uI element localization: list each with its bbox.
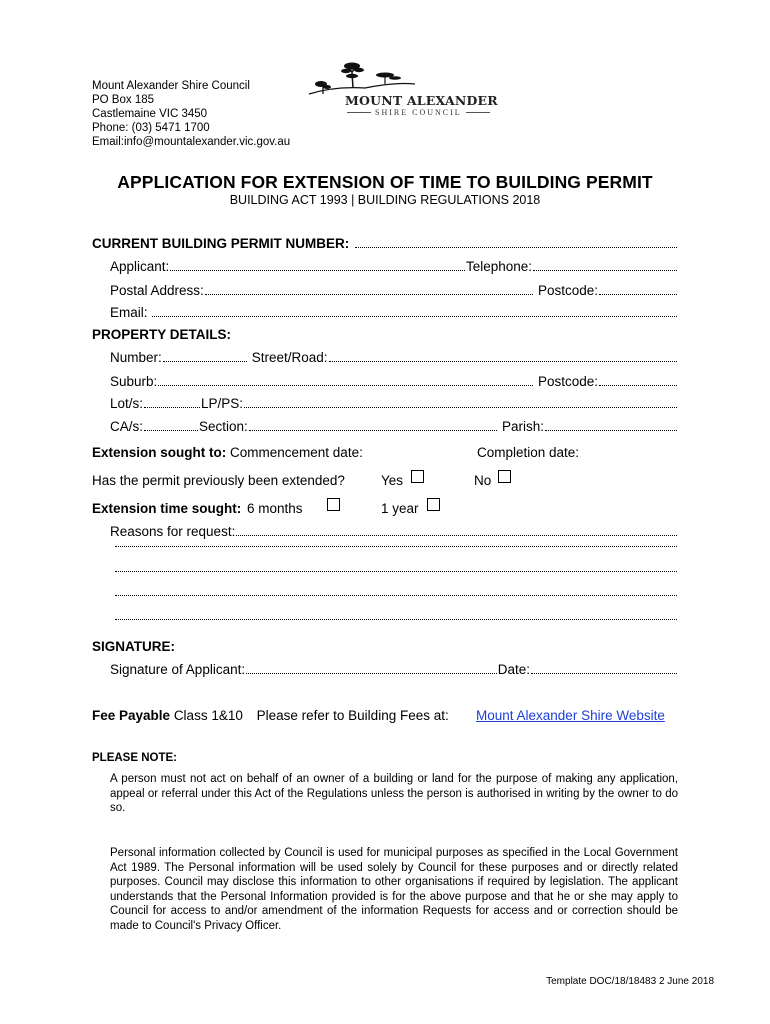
logo-subtitle: SHIRE COUNCIL: [343, 108, 494, 117]
email-label: Email:: [110, 305, 148, 320]
one-year-checkbox[interactable]: [427, 498, 440, 511]
date-label: Date:: [497, 662, 530, 677]
street-label: Street/Road:: [251, 350, 328, 365]
email-field[interactable]: [152, 316, 677, 317]
suburb-field[interactable]: [158, 385, 533, 386]
address-line: Mount Alexander Shire Council: [92, 80, 250, 92]
council-address: [92, 79, 290, 149]
reasons-row: [110, 524, 678, 539]
reasons-field[interactable]: [115, 546, 677, 547]
signature-row: [110, 662, 678, 677]
extension-sought-row: [92, 445, 363, 460]
completion-label: Completion date:: [477, 445, 580, 460]
no-label: No: [474, 473, 492, 488]
extension-time-label: Extension time sought:: [92, 501, 242, 516]
form-title: APPLICATION FOR EXTENSION OF TIME TO BUILDING PERMIT: [117, 172, 653, 192]
previously-extended-label: Has the permit previously been extended?: [92, 473, 345, 488]
commencement-label: Commencement date:: [230, 445, 363, 460]
note-heading: PLEASE NOTE:: [92, 752, 177, 764]
lp-field[interactable]: [244, 407, 677, 408]
street-field[interactable]: [329, 361, 677, 362]
template-reference: Template DOC/18/18483 2 June 2018: [546, 976, 714, 987]
yes-label: Yes: [381, 473, 404, 488]
no-checkbox[interactable]: [498, 470, 511, 483]
fee-label: Fee Payable: [92, 708, 171, 723]
permit-number-field[interactable]: [355, 247, 677, 248]
signature-field[interactable]: [246, 673, 497, 674]
parish-field[interactable]: [545, 430, 677, 431]
property-postcode-field[interactable]: [599, 385, 677, 386]
applicant-field[interactable]: [170, 270, 465, 271]
ca-row: [110, 419, 678, 434]
lots-field[interactable]: [144, 407, 200, 408]
signature-heading: SIGNATURE:: [92, 639, 175, 654]
telephone-field[interactable]: [533, 270, 677, 271]
fee-refer-text: Please refer to Building Fees at:: [256, 708, 449, 723]
postal-row: [110, 283, 678, 298]
address-line: Castlemaine VIC 3450: [92, 108, 208, 120]
reasons-field[interactable]: [115, 619, 677, 620]
permit-number-label: CURRENT BUILDING PERMIT NUMBER:: [92, 236, 350, 251]
postcode-field[interactable]: [599, 294, 677, 295]
applicant-label: Applicant:: [110, 259, 170, 274]
reasons-field[interactable]: [115, 595, 677, 596]
extension-sought-label: Extension sought to:: [92, 445, 227, 460]
address-line: PO Box 185: [92, 94, 155, 106]
note-paragraph-authorisation: A person must not act on behalf of an owner of a building or land for the purpose of making any application, appeal or referral under this Act of the Regulations unless the person is authorised in writing by the owner to do so.: [110, 773, 678, 815]
date-field[interactable]: [531, 673, 677, 674]
permit-number-row: [92, 236, 678, 251]
six-months-label: 6 months: [247, 501, 303, 516]
number-field[interactable]: [163, 361, 247, 362]
one-year-label: 1 year: [381, 501, 419, 516]
fee-row: [92, 708, 449, 723]
section-field[interactable]: [249, 430, 497, 431]
suburb-row: [110, 374, 678, 389]
applicant-row: [110, 259, 678, 274]
ca-label: CA/s:: [110, 419, 144, 434]
reasons-line: [114, 571, 678, 575]
six-months-checkbox[interactable]: [327, 498, 340, 511]
council-logo: [305, 60, 498, 120]
lp-label: LP/PS:: [201, 396, 244, 411]
extension-time-row: [92, 501, 303, 516]
postcode-label: Postcode:: [537, 283, 598, 298]
reasons-line: [114, 595, 678, 599]
form-subtitle: BUILDING ACT 1993 | BUILDING REGULATIONS 2018: [229, 193, 541, 207]
property-postcode-label: Postcode:: [537, 374, 598, 389]
email-row: [110, 305, 678, 320]
suburb-label: Suburb:: [110, 374, 158, 389]
address-line: Phone: (03) 5471 1700: [92, 122, 210, 134]
reasons-line: [114, 546, 678, 550]
postal-address-label: Postal Address:: [110, 283, 204, 298]
telephone-label: Telephone:: [465, 259, 532, 274]
ca-field[interactable]: [144, 430, 198, 431]
address-line: Email:info@mountalexander.vic.gov.au: [92, 136, 291, 148]
parish-label: Parish:: [501, 419, 544, 434]
number-label: Number:: [110, 350, 162, 365]
lot-row: [110, 396, 678, 411]
yes-checkbox[interactable]: [411, 470, 424, 483]
postal-address-field[interactable]: [205, 294, 533, 295]
section-label: Section:: [199, 419, 248, 434]
property-heading: PROPERTY DETAILS:: [92, 327, 232, 342]
website-link[interactable]: Mount Alexander Shire Website: [476, 708, 665, 723]
reasons-line: [114, 619, 678, 623]
reasons-field[interactable]: [115, 571, 677, 572]
logo-name: MOUNT ALEXANDER: [345, 93, 498, 108]
reasons-label: Reasons for request:: [110, 524, 236, 539]
signature-label: Signature of Applicant:: [110, 662, 246, 677]
street-row: [110, 350, 678, 365]
note-paragraph-privacy: Personal information collected by Council is used for municipal purposes as specified in the Local Government Act 1989. The Personal information will be used solely by Council for these purposes and or directly related purposes. Council may disclose this information to other organisations if required by legislation. The applicant understands that the Personal Information provided is for the above purpose and that he or she may apply to Council for access to and/or amendment of the information Requests for access and or correction should be made to Council's Privacy Officer.: [110, 847, 678, 932]
reasons-field[interactable]: [236, 535, 677, 536]
fee-class: Class 1&10: [173, 708, 243, 723]
lots-label: Lot/s:: [110, 396, 144, 411]
